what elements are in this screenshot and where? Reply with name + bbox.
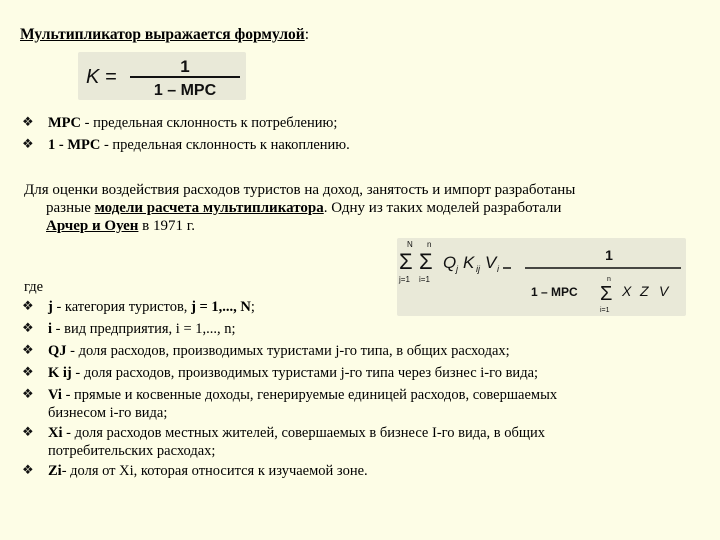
- k-sub: ij: [476, 264, 480, 274]
- definition: - доля расходов местных жителей, совершаемых в бизнесе I-го вида, в общих: [62, 425, 546, 441]
- term-range: j = 1,..., N: [191, 299, 251, 315]
- rhs-sum-lower: i=1: [600, 307, 610, 314]
- where-label: где: [24, 279, 44, 295]
- term: QJ: [48, 343, 67, 359]
- definition-continued: бизнесом i-го вида;: [48, 405, 168, 421]
- bullet-icon: ❖: [22, 425, 34, 440]
- description-paragraph: [24, 181, 694, 235]
- formula1-numerator: 1: [180, 57, 190, 76]
- models-link[interactable]: модели расчета мультипликатора: [94, 200, 324, 216]
- sum2-upper: n: [427, 240, 432, 249]
- list-item: [22, 136, 702, 154]
- definition: - доля от Xi, которая относится к изучаемой зоне.: [61, 463, 368, 479]
- bullet-icon: ❖: [22, 321, 34, 336]
- definition: - доля расходов, производимых туристами j-го типа через бизнес i-го вида;: [71, 365, 539, 381]
- rhs-denominator-prefix: 1 – MPC: [531, 285, 578, 299]
- q-sub: j: [456, 264, 458, 274]
- definition: - категория туристов,: [52, 299, 192, 315]
- sum1-upper: N: [407, 240, 413, 249]
- sum2-lower: i=1: [419, 275, 430, 284]
- authors-link[interactable]: Арчер и Оуен: [46, 218, 139, 234]
- bullet-icon: ❖: [22, 343, 34, 358]
- q-term: Q: [443, 253, 457, 272]
- rhs-sum-upper: n: [607, 276, 611, 283]
- page-title: [20, 26, 309, 44]
- paragraph-text: разные: [46, 200, 95, 216]
- sum1-sigma: Σ: [399, 249, 413, 274]
- title-text: Мультипликатор выражается формулой: [20, 26, 305, 43]
- definition: - предельная склонность к потреблению;: [81, 115, 338, 131]
- list-item: [22, 462, 702, 480]
- list-item: [22, 114, 702, 132]
- definition: - прямые и косвенные доходы, генерируемые единицей расходов, совершаемых: [61, 387, 558, 403]
- bullet-icon: ❖: [22, 387, 34, 402]
- term: MPC: [48, 115, 82, 131]
- rhs-sigma: Σ: [600, 283, 613, 305]
- paragraph-text: в 1971 г.: [138, 218, 195, 234]
- multiplier-formula: [78, 52, 246, 100]
- rhs-numerator: 1: [605, 247, 613, 263]
- v-term-rhs: V: [659, 283, 669, 299]
- definition-end: ;: [250, 299, 255, 315]
- x-term: X: [622, 283, 632, 299]
- bullet-icon: ❖: [22, 115, 34, 130]
- list-item: [22, 386, 702, 422]
- z-term: Z: [640, 283, 649, 299]
- term: i: [48, 321, 53, 337]
- list-item: [22, 424, 702, 460]
- sum1-lower: j=1: [399, 275, 410, 284]
- paragraph-text: . Одну из таких моделей разработали: [323, 200, 562, 216]
- list-item: [22, 342, 702, 360]
- definition: - доля расходов, производимых туристами j-го типа, в общих расходах;: [66, 343, 510, 359]
- k-term: K: [463, 253, 475, 272]
- list-item: [22, 364, 702, 382]
- term: Xi: [48, 425, 63, 441]
- title-colon: :: [304, 26, 310, 43]
- list-item: [22, 320, 702, 338]
- term: K ij: [48, 365, 72, 381]
- term: j: [48, 299, 53, 315]
- v-term: V: [485, 253, 497, 272]
- paragraph-line: Для оценки воздействия расходов туристов на доход, занятость и импорт разработаны: [24, 182, 576, 198]
- term: Vi: [48, 387, 62, 403]
- definition: - вид предприятия, i = 1,..., n;: [52, 321, 236, 337]
- v-sub: i: [497, 264, 499, 274]
- formula1-denominator: 1 – MPC: [153, 82, 217, 99]
- term: 1 - MPC: [48, 137, 101, 153]
- sum2-sigma: Σ: [419, 249, 433, 274]
- definition: - предельная склонность к накоплению.: [100, 137, 350, 153]
- bullet-icon: ❖: [22, 299, 34, 314]
- bullet-icon: ❖: [22, 365, 34, 380]
- term: Zi: [48, 463, 62, 479]
- bullet-icon: ❖: [22, 463, 34, 478]
- definition-continued: потребительских расходах;: [48, 443, 216, 459]
- formula1-lhs: K =: [86, 66, 117, 88]
- list-item: [22, 298, 702, 316]
- bullet-icon: ❖: [22, 137, 34, 152]
